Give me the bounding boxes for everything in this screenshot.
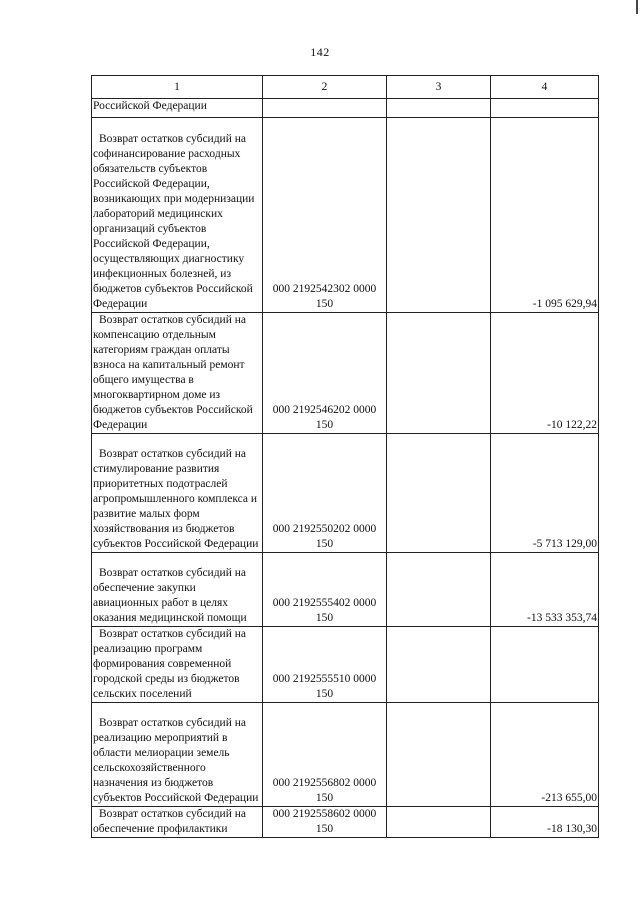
empty-cell — [491, 99, 599, 118]
row-code: 000 2192558602 0000 150 — [263, 807, 387, 838]
row-name: Возврат остатков субсидий на стимулирование развития приоритетных подотраслей агропромышленного комплекса и развитие малых форм хозяйствования из бюджетов субъектов Российской Федерации — [92, 434, 263, 553]
row-col3 — [387, 703, 491, 807]
row-code: 000 2192550202 0000 150 — [263, 434, 387, 553]
row-amount: -5 713 129,00 — [491, 434, 599, 553]
table-row — [92, 118, 599, 313]
row-code: 000 2192556802 0000 150 — [263, 703, 387, 807]
empty-cell — [387, 99, 491, 118]
table-row — [92, 313, 599, 434]
column-header-4: 4 — [491, 76, 599, 99]
column-header-2: 2 — [263, 76, 387, 99]
column-header-1: 1 — [92, 76, 263, 99]
row-amount: -18 130,30 — [491, 807, 599, 838]
row-code: 000 2192546202 0000 150 — [263, 313, 387, 434]
row-col3 — [387, 807, 491, 838]
row-name: Возврат остатков субсидий на обеспечение закупки авиационных работ в целях оказания медицинской помощи — [92, 553, 263, 627]
page-number: 142 — [310, 45, 330, 59]
table-row — [92, 703, 599, 807]
row-col3 — [387, 313, 491, 434]
budget-table — [91, 75, 599, 838]
row-name: Возврат остатков субсидий на реализацию программ формирования современной городской среды из бюджетов сельских поселений — [92, 627, 263, 703]
row-amount — [491, 627, 599, 703]
row-amount: -1 095 629,94 — [491, 118, 599, 313]
table-row — [92, 553, 599, 627]
empty-cell — [263, 99, 387, 118]
table-row — [92, 434, 599, 553]
table-row — [92, 807, 599, 838]
row-col3 — [387, 553, 491, 627]
table-row — [92, 627, 599, 703]
row-code: 000 2192555510 0000 150 — [263, 627, 387, 703]
table-header-row — [92, 76, 599, 99]
row-code: 000 2192542302 0000 150 — [263, 118, 387, 313]
row-name: Возврат остатков субсидий на реализацию мероприятий в области мелиорации земель сельскохозяйственного назначения из бюджетов субъектов Российской Федерации — [92, 703, 263, 807]
column-header-3: 3 — [387, 76, 491, 99]
row-col3 — [387, 118, 491, 313]
row-amount: -10 122,22 — [491, 313, 599, 434]
row-amount: -13 533 353,74 — [491, 553, 599, 627]
scan-edge-mark — [636, 0, 638, 14]
row-name: Возврат остатков субсидий на обеспечение профилактики — [92, 807, 263, 838]
continuation-row — [92, 99, 599, 118]
continuation-text: Российской Федерации — [92, 99, 263, 118]
row-name: Возврат остатков субсидий на софинансирование расходных обязательств субъектов Российской Федерации, возникающих при модернизации лабораторий медицинских организаций субъектов Российской Федерации, осуществляющих диагностику инфекционных болезней, из бюджетов субъектов Российской Федерации — [92, 118, 263, 313]
row-col3 — [387, 434, 491, 553]
row-col3 — [387, 627, 491, 703]
row-name: Возврат остатков субсидий на компенсацию отдельным категориям граждан оплаты взноса на капитальный ремонт общего имущества в многоквартирном доме из бюджетов субъектов Российской Федерации — [92, 313, 263, 434]
row-code: 000 2192555402 0000 150 — [263, 553, 387, 627]
row-amount: -213 655,00 — [491, 703, 599, 807]
